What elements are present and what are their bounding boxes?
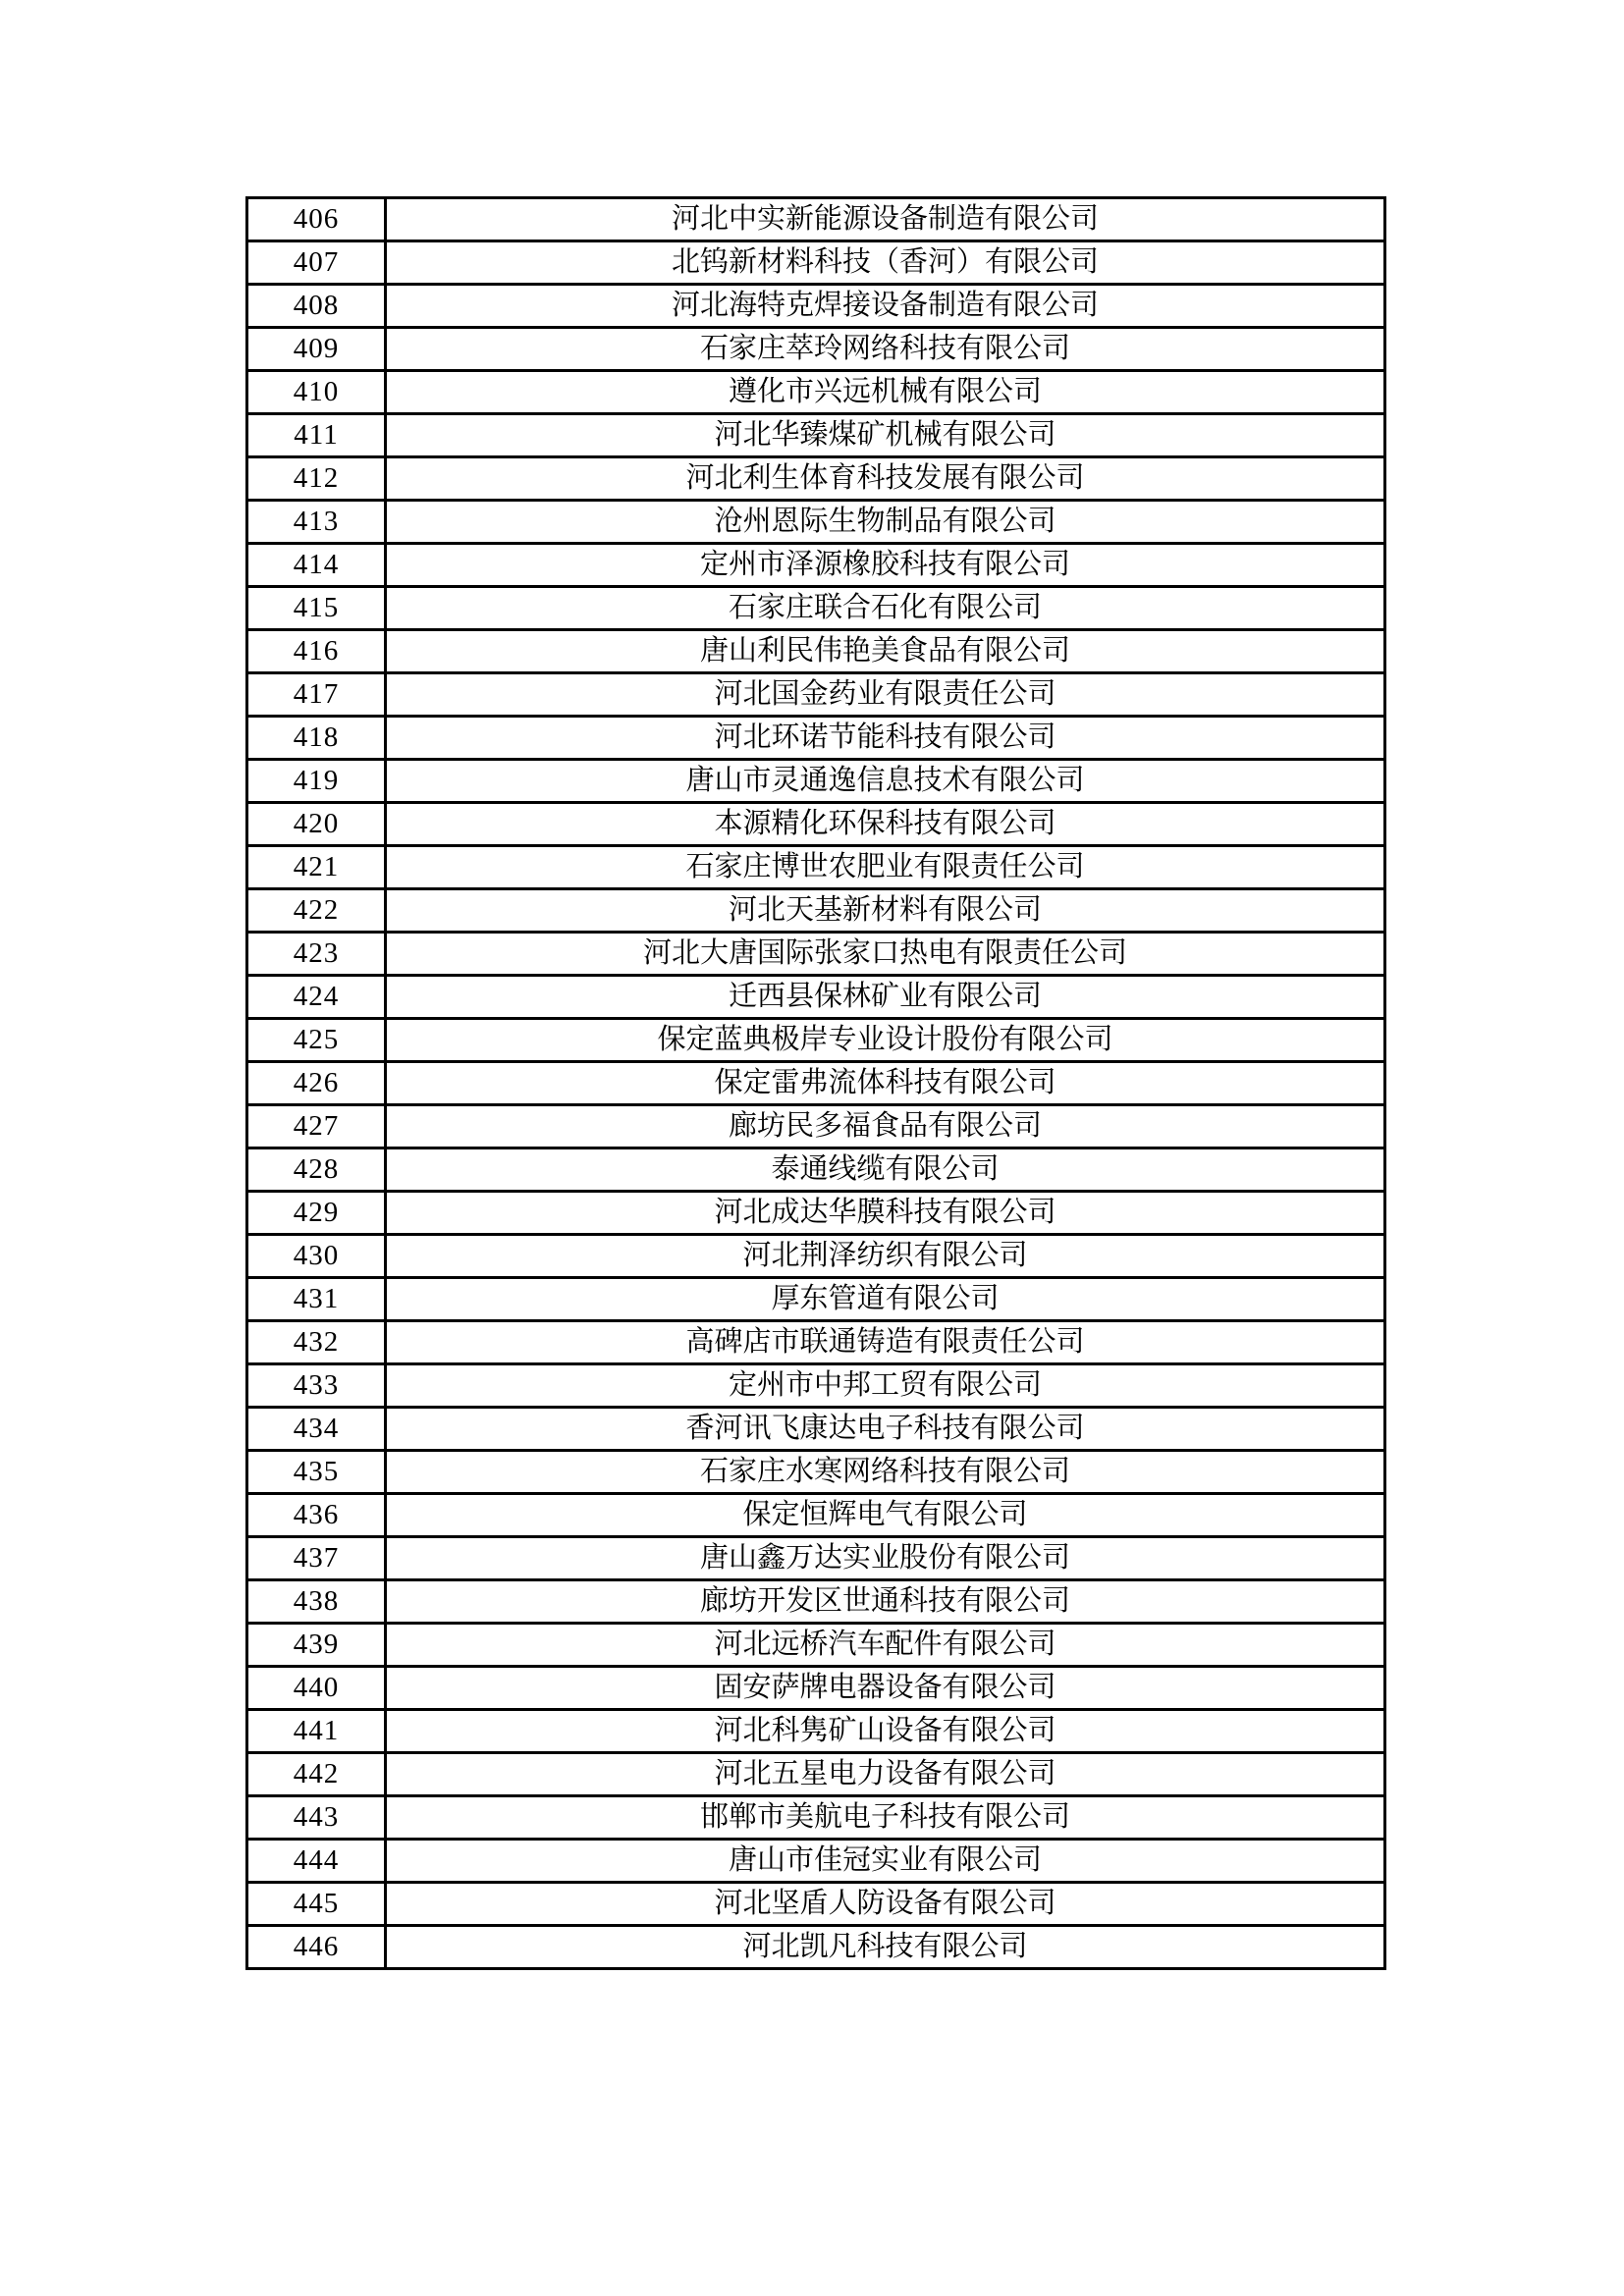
table-row: [247, 328, 1385, 371]
company-name-cell: 定州市泽源橡胶科技有限公司: [386, 544, 1385, 587]
company-name-cell: 邯郸市美航电子科技有限公司: [386, 1796, 1385, 1840]
company-name-cell: 河北华臻煤矿机械有限公司: [386, 414, 1385, 457]
company-name-cell: 河北成达华膜科技有限公司: [386, 1192, 1385, 1235]
table-row: [247, 760, 1385, 803]
row-index-cell: 419: [247, 760, 386, 803]
row-index-cell: 425: [247, 1019, 386, 1062]
table-row: [247, 1796, 1385, 1840]
table-row: [247, 1148, 1385, 1192]
company-name-cell: 唐山市灵通逸信息技术有限公司: [386, 760, 1385, 803]
company-name-cell: 石家庄博世农肥业有限责任公司: [386, 846, 1385, 889]
row-index-cell: 443: [247, 1796, 386, 1840]
company-name-cell: 唐山市佳冠实业有限公司: [386, 1840, 1385, 1883]
company-name-cell: 河北国金药业有限责任公司: [386, 673, 1385, 717]
table-row: [247, 1321, 1385, 1364]
company-name-cell: 沧州恩际生物制品有限公司: [386, 501, 1385, 544]
row-index-cell: 434: [247, 1408, 386, 1451]
table-row: [247, 1926, 1385, 1969]
company-name-cell: 香河讯飞康达电子科技有限公司: [386, 1408, 1385, 1451]
table-row: [247, 1062, 1385, 1105]
row-index-cell: 446: [247, 1926, 386, 1969]
table-row: [247, 673, 1385, 717]
row-index-cell: 429: [247, 1192, 386, 1235]
company-name-cell: 河北远桥汽车配件有限公司: [386, 1624, 1385, 1667]
company-name-cell: 河北坚盾人防设备有限公司: [386, 1883, 1385, 1926]
table-row: [247, 1883, 1385, 1926]
company-name-cell: 河北凯凡科技有限公司: [386, 1926, 1385, 1969]
row-index-cell: 437: [247, 1537, 386, 1580]
table-row: [247, 1105, 1385, 1148]
company-name-cell: 河北大唐国际张家口热电有限责任公司: [386, 933, 1385, 976]
row-index-cell: 430: [247, 1235, 386, 1278]
table-row: [247, 371, 1385, 414]
table-row: [247, 414, 1385, 457]
table-row: [247, 198, 1385, 241]
table-row: [247, 587, 1385, 630]
row-index-cell: 423: [247, 933, 386, 976]
row-index-cell: 436: [247, 1494, 386, 1537]
table-row: [247, 241, 1385, 285]
company-name-cell: 石家庄联合石化有限公司: [386, 587, 1385, 630]
company-name-cell: 廊坊民多福食品有限公司: [386, 1105, 1385, 1148]
company-name-cell: 北钨新材料科技（香河）有限公司: [386, 241, 1385, 285]
company-name-cell: 河北海特克焊接设备制造有限公司: [386, 285, 1385, 328]
company-name-cell: 河北荆泽纺织有限公司: [386, 1235, 1385, 1278]
row-index-cell: 409: [247, 328, 386, 371]
row-index-cell: 410: [247, 371, 386, 414]
row-index-cell: 427: [247, 1105, 386, 1148]
row-index-cell: 441: [247, 1710, 386, 1753]
table-row: [247, 501, 1385, 544]
table-row: [247, 889, 1385, 933]
row-index-cell: 426: [247, 1062, 386, 1105]
table-row: [247, 1840, 1385, 1883]
table-row: [247, 630, 1385, 673]
company-list-table: [245, 196, 1386, 1970]
company-name-cell: 石家庄水寒网络科技有限公司: [386, 1451, 1385, 1494]
table-row: [247, 1494, 1385, 1537]
row-index-cell: 406: [247, 198, 386, 241]
company-name-cell: 河北中实新能源设备制造有限公司: [386, 198, 1385, 241]
table-row: [247, 717, 1385, 760]
row-index-cell: 414: [247, 544, 386, 587]
row-index-cell: 428: [247, 1148, 386, 1192]
table-row: [247, 933, 1385, 976]
company-name-cell: 厚东管道有限公司: [386, 1278, 1385, 1321]
company-name-cell: 泰通线缆有限公司: [386, 1148, 1385, 1192]
row-index-cell: 442: [247, 1753, 386, 1796]
row-index-cell: 439: [247, 1624, 386, 1667]
table-row: [247, 1192, 1385, 1235]
row-index-cell: 445: [247, 1883, 386, 1926]
row-index-cell: 422: [247, 889, 386, 933]
row-index-cell: 431: [247, 1278, 386, 1321]
table-row: [247, 1278, 1385, 1321]
company-name-cell: 保定恒辉电气有限公司: [386, 1494, 1385, 1537]
table-row: [247, 1580, 1385, 1624]
table-row: [247, 1624, 1385, 1667]
table-row: [247, 1235, 1385, 1278]
company-name-cell: 河北科隽矿山设备有限公司: [386, 1710, 1385, 1753]
row-index-cell: 438: [247, 1580, 386, 1624]
row-index-cell: 417: [247, 673, 386, 717]
table-row: [247, 1364, 1385, 1408]
company-name-cell: 遵化市兴远机械有限公司: [386, 371, 1385, 414]
table-row: [247, 976, 1385, 1019]
row-index-cell: 412: [247, 457, 386, 501]
row-index-cell: 407: [247, 241, 386, 285]
row-index-cell: 433: [247, 1364, 386, 1408]
company-name-cell: 河北五星电力设备有限公司: [386, 1753, 1385, 1796]
table-row: [247, 803, 1385, 846]
row-index-cell: 418: [247, 717, 386, 760]
row-index-cell: 440: [247, 1667, 386, 1710]
table-row: [247, 1408, 1385, 1451]
table-row: [247, 285, 1385, 328]
company-name-cell: 高碑店市联通铸造有限责任公司: [386, 1321, 1385, 1364]
company-name-cell: 固安萨牌电器设备有限公司: [386, 1667, 1385, 1710]
row-index-cell: 444: [247, 1840, 386, 1883]
company-name-cell: 廊坊开发区世通科技有限公司: [386, 1580, 1385, 1624]
company-name-cell: 唐山利民伟艳美食品有限公司: [386, 630, 1385, 673]
table-row: [247, 1019, 1385, 1062]
row-index-cell: 424: [247, 976, 386, 1019]
table-row: [247, 1537, 1385, 1580]
company-name-cell: 本源精化环保科技有限公司: [386, 803, 1385, 846]
row-index-cell: 432: [247, 1321, 386, 1364]
row-index-cell: 435: [247, 1451, 386, 1494]
row-index-cell: 415: [247, 587, 386, 630]
table-row: [247, 1451, 1385, 1494]
company-name-cell: 河北利生体育科技发展有限公司: [386, 457, 1385, 501]
company-name-cell: 石家庄萃玲网络科技有限公司: [386, 328, 1385, 371]
table-row: [247, 457, 1385, 501]
table-row: [247, 1753, 1385, 1796]
row-index-cell: 421: [247, 846, 386, 889]
table-row: [247, 544, 1385, 587]
company-name-cell: 保定雷弗流体科技有限公司: [386, 1062, 1385, 1105]
company-name-cell: 河北天基新材料有限公司: [386, 889, 1385, 933]
company-name-cell: 定州市中邦工贸有限公司: [386, 1364, 1385, 1408]
company-name-cell: 迁西县保林矿业有限公司: [386, 976, 1385, 1019]
company-name-cell: 保定蓝典极岸专业设计股份有限公司: [386, 1019, 1385, 1062]
row-index-cell: 416: [247, 630, 386, 673]
row-index-cell: 408: [247, 285, 386, 328]
company-name-cell: 唐山鑫万达实业股份有限公司: [386, 1537, 1385, 1580]
table-row: [247, 1667, 1385, 1710]
table-row: [247, 1710, 1385, 1753]
row-index-cell: 420: [247, 803, 386, 846]
company-name-cell: 河北环诺节能科技有限公司: [386, 717, 1385, 760]
row-index-cell: 411: [247, 414, 386, 457]
company-table-body: [247, 198, 1385, 1969]
table-row: [247, 846, 1385, 889]
row-index-cell: 413: [247, 501, 386, 544]
